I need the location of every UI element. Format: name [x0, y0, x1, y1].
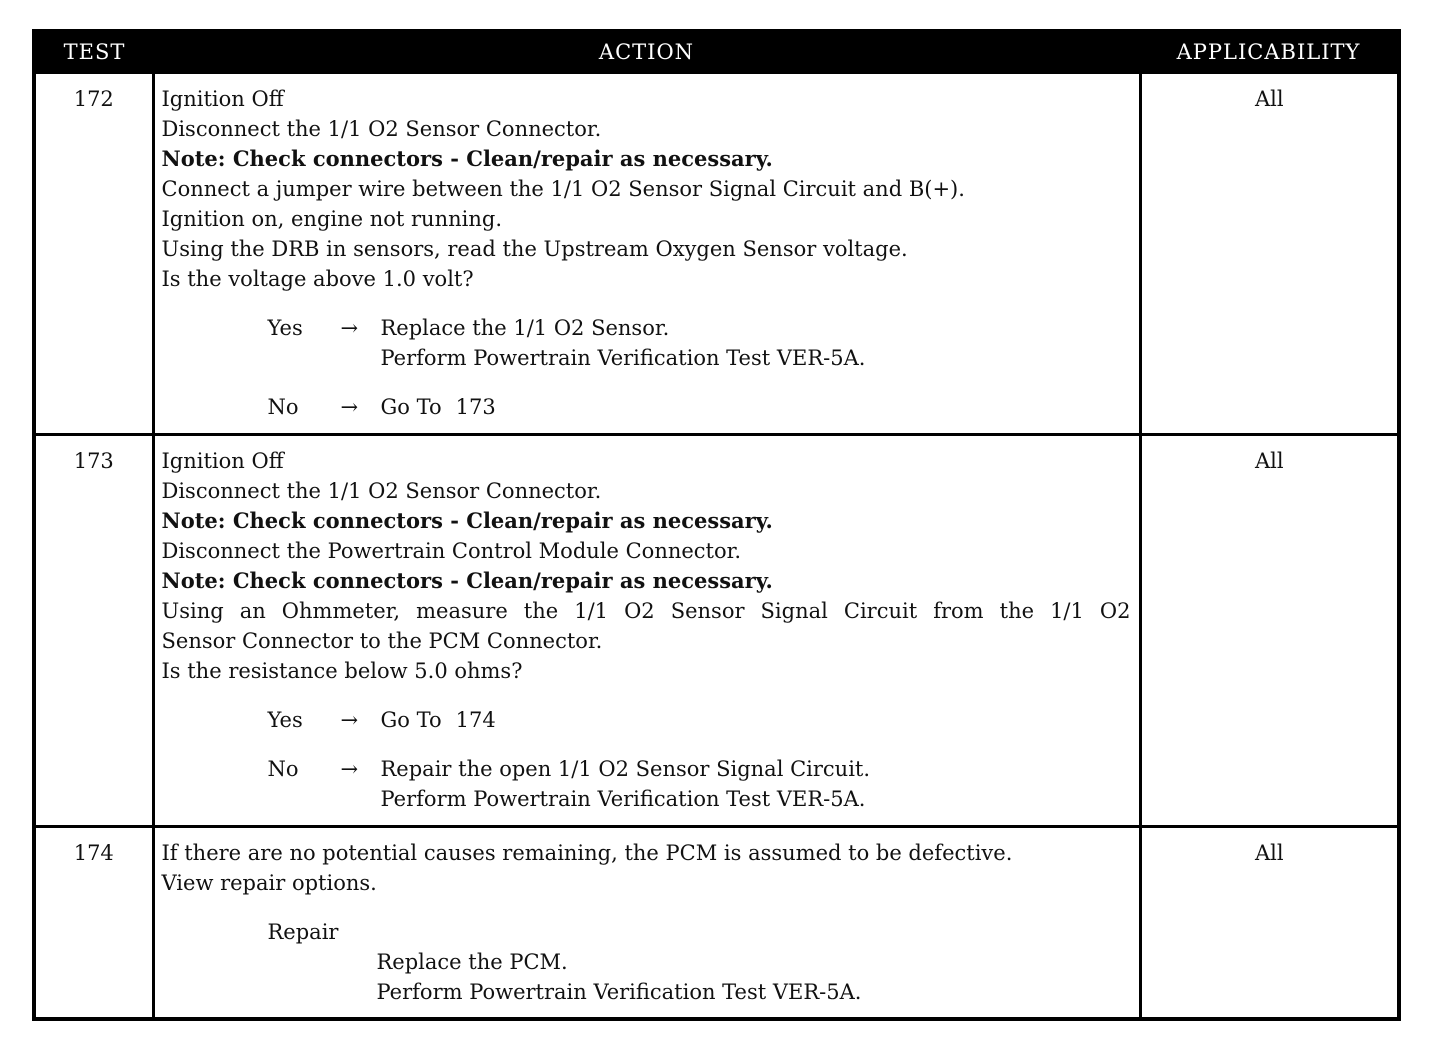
repair-text: Replace the PCM. — [376, 950, 568, 974]
yes-branch — [162, 313, 1131, 373]
goto-label: Go To — [380, 708, 442, 732]
action-cell — [153, 435, 1140, 827]
step-text: Ignition Off — [161, 87, 284, 111]
step-text: Ignition on, engine not running. — [161, 207, 502, 231]
arrow-icon: → — [340, 708, 359, 732]
test-number: 174 — [34, 827, 153, 1019]
no-label: No — [267, 757, 299, 781]
test-number: 172 — [34, 73, 153, 435]
step-text: Sensor Connector to the PCM Connector. — [161, 629, 603, 653]
no-branch — [162, 754, 1131, 814]
repair-label: Repair — [267, 920, 339, 944]
goto-test-number: 173 — [455, 395, 496, 419]
step-text: Disconnect the Powertrain Control Module Connector. — [161, 539, 742, 563]
step-text: Ignition Off — [161, 449, 284, 473]
header-action: ACTION — [153, 31, 1140, 73]
table-row — [34, 73, 1399, 435]
no-result — [381, 754, 1131, 814]
test-number: 173 — [34, 435, 153, 827]
step-text: Connect a jumper wire between the 1/1 O2 Sensor Signal Circuit and B(+). — [161, 177, 965, 201]
arrow-icon: → — [340, 316, 359, 340]
note-text: Note: Check connectors - Clean/repair as necessary. — [161, 508, 773, 533]
action-cell — [153, 73, 1140, 435]
no-label: No — [267, 395, 299, 419]
result-text: Repair the open 1/1 O2 Sensor Signal Circuit. — [380, 757, 871, 781]
action-cell — [153, 827, 1140, 1019]
applicability-cell: All — [1140, 827, 1399, 1019]
table-header-row — [34, 31, 1399, 73]
result-text: Perform Powertrain Verification Test VER-5A. — [380, 787, 866, 811]
applicability-cell: All — [1140, 435, 1399, 827]
yes-label: Yes — [267, 708, 303, 732]
table-row — [34, 435, 1399, 827]
result-text: Perform Powertrain Verification Test VER-5A. — [380, 346, 866, 370]
note-text: Note: Check connectors - Clean/repair as necessary. — [161, 568, 773, 593]
step-text: View repair options. — [161, 871, 377, 895]
step-text: Disconnect the 1/1 O2 Sensor Connector. — [161, 479, 602, 503]
step-text: Disconnect the 1/1 O2 Sensor Connector. — [161, 117, 602, 141]
yes-branch — [162, 705, 1131, 735]
no-branch — [162, 392, 1131, 422]
header-test: TEST — [34, 31, 153, 73]
question-text: Is the voltage above 1.0 volt? — [161, 267, 474, 291]
goto-label: Go To — [380, 395, 442, 419]
arrow-icon: → — [340, 757, 359, 781]
repair-text: Perform Powertrain Verification Test VER-5A. — [376, 980, 862, 1004]
arrow-icon: → — [340, 395, 359, 419]
header-applicability: APPLICABILITY — [1140, 31, 1399, 73]
step-text: Using an Ohmmeter, measure the 1/1 O2 Sensor Signal Circuit from the 1/1 O2 — [161, 599, 1131, 623]
no-result — [381, 392, 1131, 422]
step-text: Using the DRB in sensors, read the Upstream Oxygen Sensor voltage. — [161, 237, 908, 261]
table-row — [34, 827, 1399, 1019]
diagnostic-test-table — [32, 29, 1401, 1021]
step-text: If there are no potential causes remaining, the PCM is assumed to be defective. — [161, 841, 1013, 865]
yes-result — [381, 313, 1131, 373]
result-text: Replace the 1/1 O2 Sensor. — [380, 316, 670, 340]
yes-label: Yes — [267, 316, 303, 340]
goto-test-number: 174 — [455, 708, 496, 732]
note-text: Note: Check connectors - Clean/repair as necessary. — [161, 146, 773, 171]
applicability-cell: All — [1140, 73, 1399, 435]
question-text: Is the resistance below 5.0 ohms? — [161, 659, 523, 683]
yes-result — [381, 705, 1131, 735]
